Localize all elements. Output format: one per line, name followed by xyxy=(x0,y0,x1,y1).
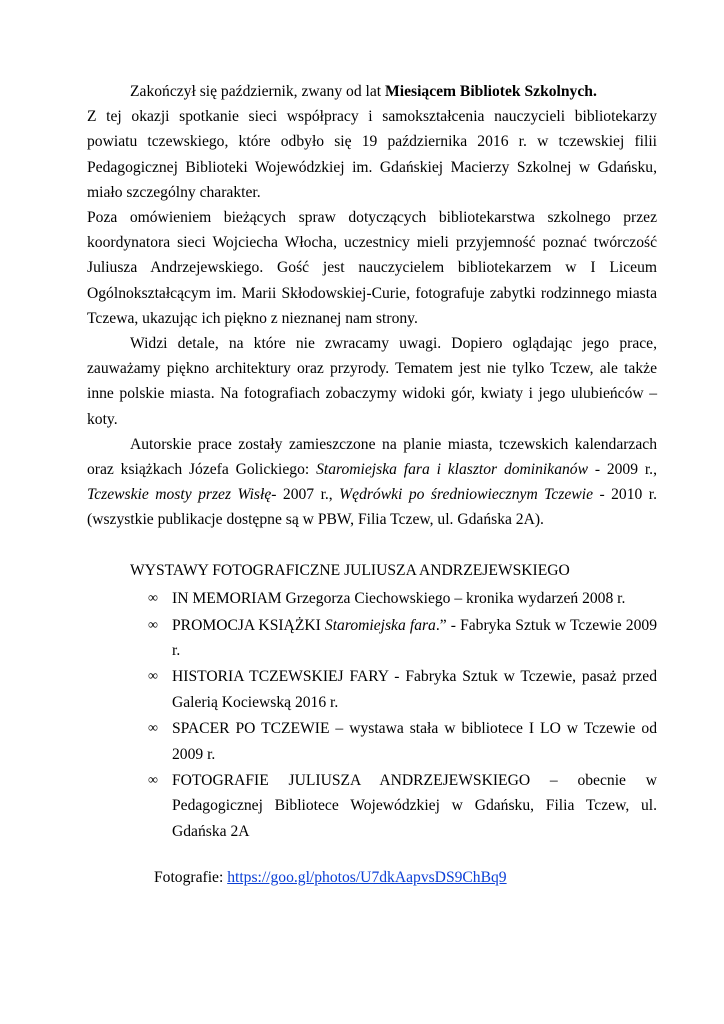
infinity-bullet-icon: ∞ xyxy=(148,669,158,685)
exhibitions-list xyxy=(87,586,657,844)
intro-paragraph xyxy=(87,79,657,104)
infinity-bullet-icon: ∞ xyxy=(148,590,158,606)
exhibition-text-suffix: .” - Fabryka Sztuk w Tczewie 2009 r. xyxy=(172,616,657,659)
publications-paragraph xyxy=(87,432,657,533)
infinity-bullet-icon: ∞ xyxy=(148,721,158,737)
photos-label: Fotografie: xyxy=(154,869,228,887)
publications-text-4: - 2010 r. (wszystkie publikacje dostępne są w PBW, Filia Tczew, ul. Gdańska 2A). xyxy=(87,486,657,529)
exhibitions-heading: WYSTAWY FOTOGRAFICZNE JULIUSZA ANDRZEJEWSKIEGO xyxy=(130,561,570,579)
publications-text-3: - 2007 r., xyxy=(271,486,340,504)
intro-bold-text: Miesiącem Bibliotek Szkolnych. xyxy=(385,83,597,100)
list-item xyxy=(87,586,657,611)
publications-text-1: Autorskie prace zostały zamieszczone na planie miasta, tczewskich kalendarzach oraz książkach Józefa Golickiego: xyxy=(87,435,657,479)
photos-link[interactable]: https://goo.gl/photos/U7dkAapvsDS9ChBq9 xyxy=(227,869,507,887)
exhibition-text: IN MEMORIAM Grzegorza Ciechowskiego – kronika wydarzeń 2008 r. xyxy=(172,589,626,607)
infinity-bullet-icon: ∞ xyxy=(148,617,158,633)
infinity-bullet-icon: ∞ xyxy=(148,773,158,789)
meeting-paragraph: Z tej okazji spotkanie sieci współpracy i samokształcenia nauczycieli bibliotekarzy powiatu tczewskiego, które odbyło się 19 października 2016 r. w tczewskiej filii Pedagogicznej Biblioteki Wojewódzkiej im. Gdańskiej Macierzy Szkolnej w Gdańsku, miało szczególny charakter. xyxy=(87,108,657,201)
list-item xyxy=(87,768,657,844)
publication-title-2: Tczewskie mosty przez Wisłę xyxy=(87,486,272,504)
guest-paragraph: Poza omówieniem bieżących spraw dotyczących bibliotekarstwa szkolnego przez koordynatora sieci Wojciecha Włocha, uczestnicy mieli przyjemność poznać twórczość Juliusza Andrzejewskiego. Gość jest nauczycielem bibliotekarzem w I Liceum Ogólnokształcącym im. Marii Skłodowskiej-Curie, fotografuje zabytki rodzinnego miasta Tczewa, ukazując ich piękno z nieznanej nam strony. xyxy=(87,209,657,327)
exhibition-text: FOTOGRAFIE JULIUSZA ANDRZEJEWSKIEGO – obecnie w Pedagogicznej Bibliotece Wojewódzkiej w Gdańsku, Filia Tczew, ul. Gdańska 2A xyxy=(172,772,657,840)
section-spacer xyxy=(87,845,657,865)
exhibition-text-prefix: PROMOCJA KSIĄŻKI xyxy=(172,616,325,634)
details-paragraph: Widzi detale, na które nie zwracamy uwagi. Dopiero oglądając jego prace, zauważamy piękno architektury oraz przyrody. Tematem jest nie tylko Tczew, ale także inne polskie miasta. Na fotografiach zobaczymy widoki gór, kwiaty i jego ulubieńców – koty. xyxy=(87,335,657,428)
document-page xyxy=(87,79,657,891)
intro-text: Zakończył się październik, zwany od lat xyxy=(130,83,386,100)
exhibition-book-title: Staromiejska fara xyxy=(324,616,436,634)
list-item xyxy=(87,716,657,766)
photos-line xyxy=(154,865,657,890)
section-spacer xyxy=(87,533,657,558)
publication-title-1: Staromiejska fara i klasztor dominikanów xyxy=(316,461,588,479)
exhibition-text: HISTORIA TCZEWSKIEJ FARY - Fabryka Sztuk w Tczewie, pasaż przed Galerią Kociewską 2016 r. xyxy=(172,668,657,711)
list-item xyxy=(87,664,657,714)
exhibition-text: SPACER PO TCZEWIE – wystawa stała w bibliotece I LO w Tczewie od 2009 r. xyxy=(172,720,657,763)
publications-text-2: - 2009 r., xyxy=(587,461,657,479)
publication-title-3: Wędrówki po średniowiecznym Tczewie xyxy=(339,486,593,504)
list-item xyxy=(87,613,657,663)
